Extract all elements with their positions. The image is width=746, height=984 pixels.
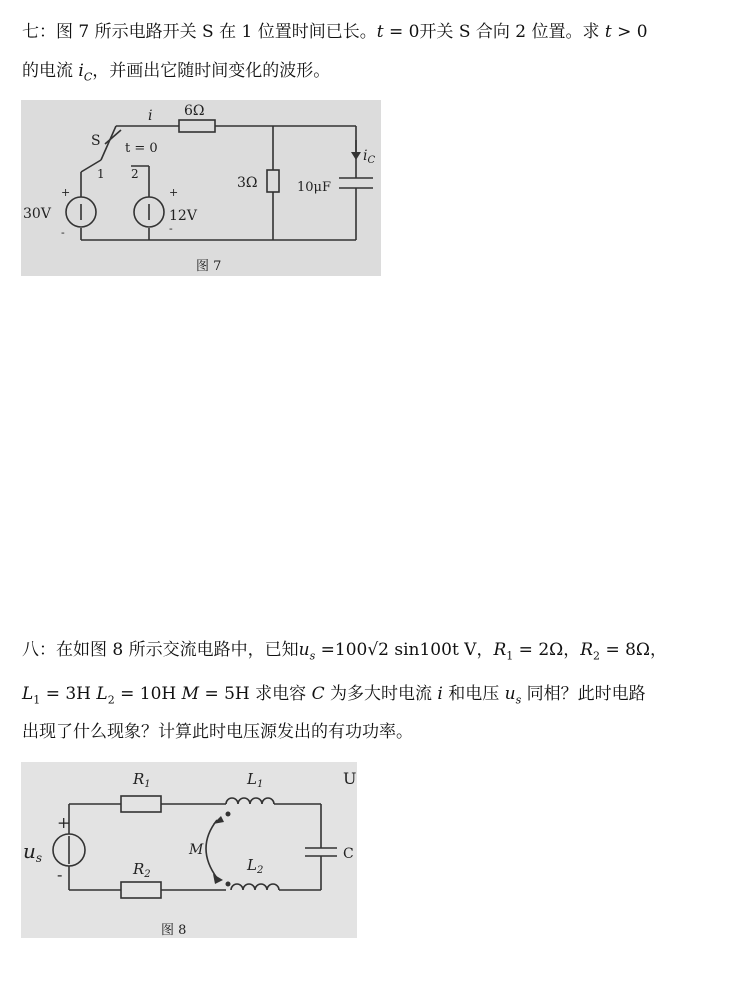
q8-var-i: i — [437, 684, 443, 704]
q8-us-value: =100√2 sin100t V， — [315, 640, 494, 660]
fig7-plus-2: + — [169, 186, 179, 199]
fig8-label-l2: $L_2$ — [247, 856, 264, 876]
q8-var-l1: L — [22, 684, 34, 704]
q8-var-us: u — [298, 640, 310, 660]
q8-l1-value: = 3H — [40, 684, 97, 704]
fig8-label-l1: $L_1$ — [247, 770, 264, 790]
fig8-plus: + — [57, 813, 71, 832]
fig8-caption: 图 8 — [161, 923, 187, 938]
q8-text-d: 同相？此时电路 — [521, 684, 646, 704]
fig7-label-s: S — [91, 133, 101, 149]
q8-var-l2-sub: 2 — [107, 693, 115, 707]
q8-var-c: C — [311, 684, 325, 704]
q7-text-c: > 0 — [611, 22, 648, 42]
q8-r2-value: = 8Ω， — [600, 640, 668, 660]
fig7-label-12v: 12V — [169, 208, 197, 224]
fig8-minus: - — [57, 865, 63, 884]
fig7-label-6ohm: 6Ω — [184, 103, 205, 119]
q8-var-l1-sub: 1 — [33, 693, 41, 707]
q7-var-t-2: t — [604, 22, 612, 42]
q7-var-ic-sub: C — [83, 70, 93, 84]
q8-line-1 — [22, 640, 667, 666]
q8-l2-value: = 10H — [114, 684, 182, 704]
q7-line-2 — [22, 61, 330, 87]
q8-var-us-2: u — [504, 684, 516, 704]
figure-8 — [21, 762, 357, 938]
fig7-label-ic: $i_C$ — [363, 148, 376, 166]
fig7-minus-2: - — [169, 222, 173, 235]
q8-var-r2-sub: 2 — [593, 649, 601, 663]
fig7-label-30v: 30V — [23, 206, 51, 222]
q8-r1-value: = 2Ω， — [513, 640, 581, 660]
fig7-minus-1: - — [61, 226, 65, 239]
fig7-label-pos2: 2 — [131, 167, 139, 181]
q8-var-us-2-sub: s — [515, 693, 522, 707]
q7-text-b: = 0开关 S 合向 2 位置。求 — [383, 22, 605, 42]
q8-var-r1-sub: 1 — [506, 649, 514, 663]
q8-var-r1: R — [493, 640, 507, 660]
fig8-label-c: C — [343, 846, 354, 862]
figure-7-circuit — [21, 100, 381, 276]
q7-var-ic: i — [78, 61, 84, 81]
q7-text-a: 七：图 7 所示电路开关 S 在 1 位置时间已长。 — [22, 22, 377, 42]
q8-var-r2: R — [580, 640, 594, 660]
fig8-label-u: U — [343, 769, 357, 788]
q8-text-e: 出现了什么现象？计算此时电压源发出的有功功率。 — [22, 722, 413, 742]
figure-8-circuit — [21, 762, 357, 938]
q8-line-2 — [22, 684, 646, 710]
fig7-label-t0: t = 0 — [125, 141, 158, 156]
q8-text-b: 为多大时电流 — [324, 684, 438, 704]
q7-var-t: t — [376, 22, 384, 42]
q7-text-e: ，并画出它随时间变化的波形。 — [92, 61, 331, 81]
q8-text-c: 和电压 — [442, 684, 505, 704]
figure-7 — [21, 100, 381, 276]
q8-var-l2: L — [96, 684, 108, 704]
fig7-label-3ohm: 3Ω — [237, 175, 258, 191]
fig7-plus-1: + — [61, 186, 71, 199]
fig8-label-m: M — [189, 842, 204, 858]
fig7-label-i: i — [148, 108, 153, 124]
fig7-label-10uf: 10μF — [297, 180, 332, 195]
q7-line-1 — [22, 22, 648, 42]
fig7-caption: 图 7 — [196, 259, 222, 274]
q8-m-value: = 5H 求电容 — [199, 684, 312, 704]
q7-text-d: 的电流 — [22, 61, 79, 81]
fig8-label-r1: $R_1$ — [133, 770, 151, 790]
q8-var-m: M — [181, 684, 200, 704]
fig8-label-r2: $R_2$ — [133, 860, 151, 880]
fig7-label-pos1: 1 — [97, 167, 105, 181]
q8-line-3 — [22, 722, 413, 742]
q8-text-a: 八：在如图 8 所示交流电路中，已知 — [22, 640, 299, 660]
q8-var-us-sub: s — [309, 649, 316, 663]
fig8-label-us: $u_s$ — [23, 839, 43, 865]
